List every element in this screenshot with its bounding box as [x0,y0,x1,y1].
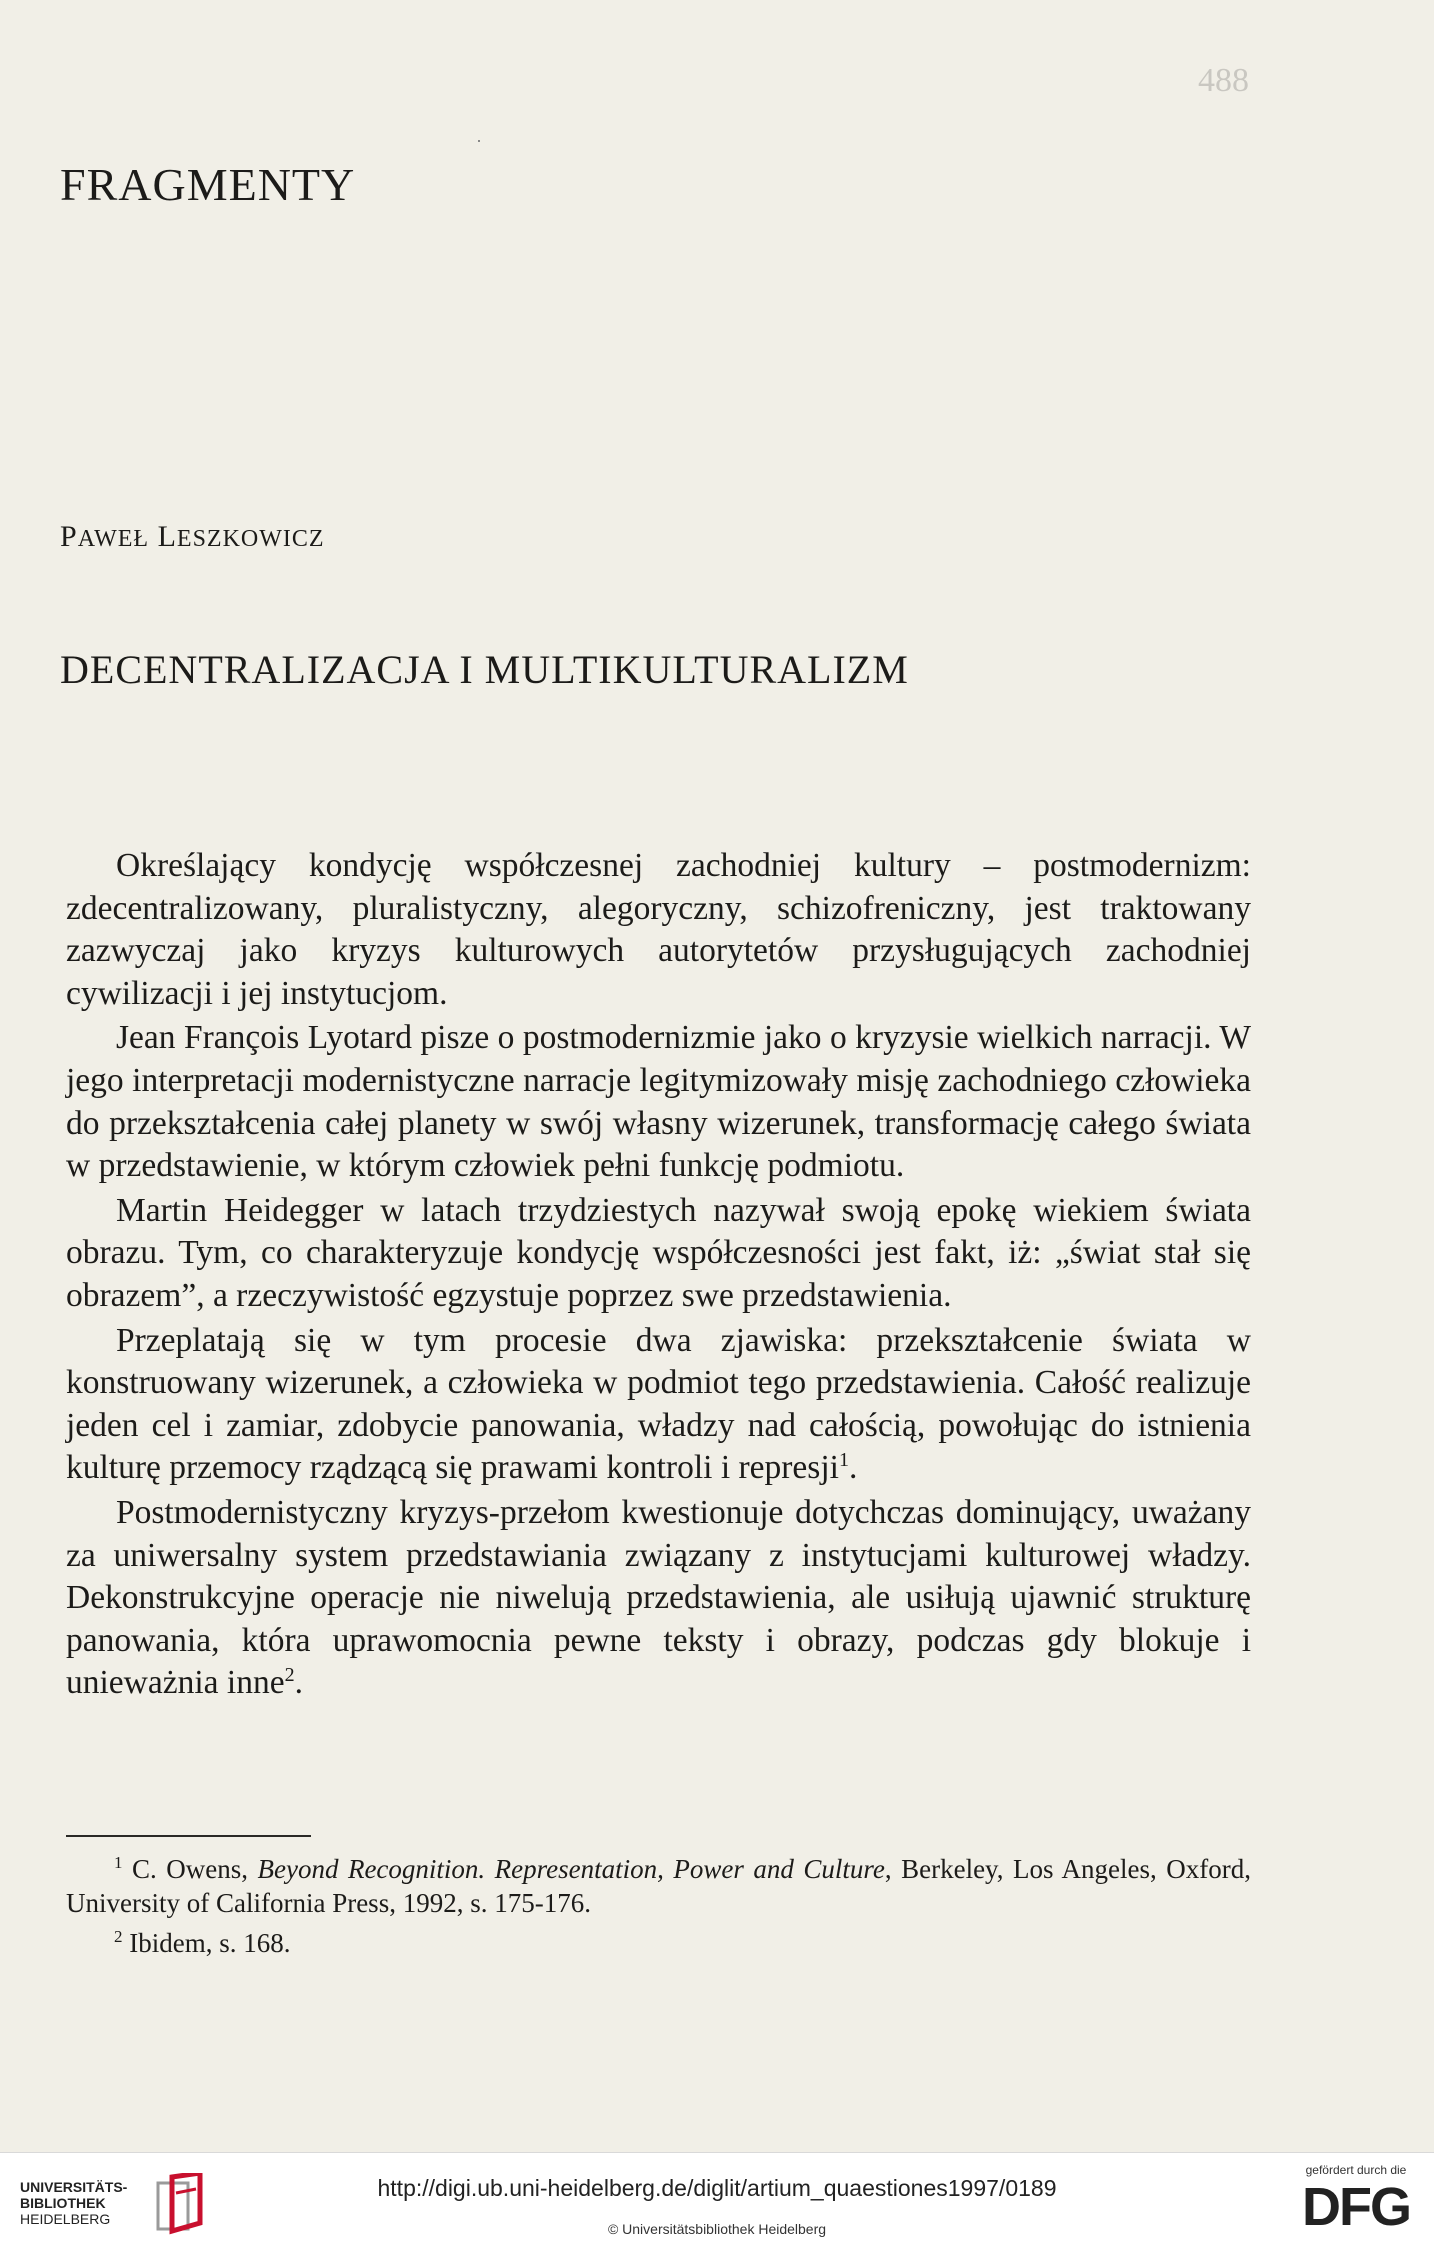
author-first-rest: AWEŁ [77,526,150,552]
paragraph-3: Martin Heidegger w latach trzydziestych nazywał swoją epokę wiekiem świata obrazu. Tym, co charakteryzuje kondycję współczesności jest fakt, iż: „świat stał się obrazem”, a rzeczywistość egzystuje poprzez swe przedstawienia. [66,1191,1251,1314]
copyright-notice: © Universitätsbibliothek Heidelberg [607,2221,827,2237]
dfg-logo: DFG [1302,2177,1410,2237]
footnote-1-title: Beyond Recognition. Representation, Power and Culture [257,1854,885,1884]
permalink-url[interactable]: http://digi.ub.uni-heidelberg.de/diglit/artium_quaestiones1997/0189 [377,2175,1057,2201]
library-name-line2: BIBLIOTHEK [20,2195,106,2211]
footnote-ref-1: 1 [838,1449,849,1472]
paragraph-4-text: Przeplatają się w tym procesie dwa zjawiska: przekształcenie świata w konstruowany wizerunek, a człowieka w podmiot tego przedstawienia. Całość realizuje jeden cel i zamiar, zdobycie panowania, władzy nad całością, powołując do istnienia kulturę przemocy rządzącą się prawami kontroli i represji [66,1321,1251,1487]
author-first-initial: P [60,520,78,553]
author-last-rest: ESZKOWICZ [176,526,325,552]
paragraph-1: Określający kondycję współczesnej zachodniej kultury – postmodernizm: zdecentralizowany, pluralistyczny, alegoryczny, schizofreniczny, jest traktowany zazwyczaj jako kryzys kulturowych autorytetów przysługujących zachodniej cywilizacji i jej instytucjom. [66,847,1251,1012]
paragraph-2: Jean François Lyotard pisze o postmodernizmie jako o kryzysie wielkich narracji. W jego interpretacji modernistyczne narracje legitymizowały misję zachodniego człowieka do przekształcenia całej planety w swój własny wizerunek, transformację całego świata w przedstawienie, w którym człowiek pełni funkcję podmiotu. [66,1019,1251,1185]
article-body [66,845,1251,1707]
footnote-1-author: C. Owens, [132,1854,258,1884]
footnote-1 [66,1846,1251,1920]
scan-speck [478,140,480,142]
bleed-through-page-number: 488 [1198,62,1249,99]
paragraph-5-end: . [294,1664,303,1702]
section-title: FRAGMENTY [60,159,356,210]
footnotes [66,1846,1251,1960]
article-title: DECENTRALIZACJA I MULTIKULTURALIZM [60,647,909,692]
funding-badge[interactable] [1296,2163,1416,2253]
footnote-ref-2: 2 [284,1664,295,1687]
article-author [60,520,325,554]
author-last-initial: L [157,520,177,553]
footnote-divider [66,1835,311,1837]
footnote-2-text: Ibidem, s. 168. [129,1928,291,1958]
funding-label: gefördert durch die [1305,2163,1407,2177]
library-name-line1: UNIVERSITÄTS- [20,2179,128,2195]
footnote-1-number: 1 [114,1853,123,1872]
paragraph-4-end: . [848,1449,858,1487]
paragraph-5-text: Postmodernistyczny kryzys-przełom kwestionuje dotychczas dominujący, uważany za uniwersalny system przedstawiania związany z instytucjami kulturowej władzy. Dekonstrukcyjne operacje nie niwelują przedstawienia, ale usiłują ujawnić strukturę panowania, która uprawomocnia pewne teksty i obrazy, podczas gdy blokuje i unieważnia inne [66,1493,1251,1702]
digitization-footer [0,2152,1434,2260]
footnote-2 [66,1920,1251,1960]
library-name-line3: HEIDELBERG [20,2211,111,2227]
paragraph-4 [66,1320,1251,1490]
paragraph-5 [66,1492,1251,1705]
footnote-1-rest: , Berkeley, Los Angeles, Oxford, University of California Press, 1992, s. 175-176. [66,1854,1252,1918]
footnote-2-number: 2 [114,1927,123,1946]
